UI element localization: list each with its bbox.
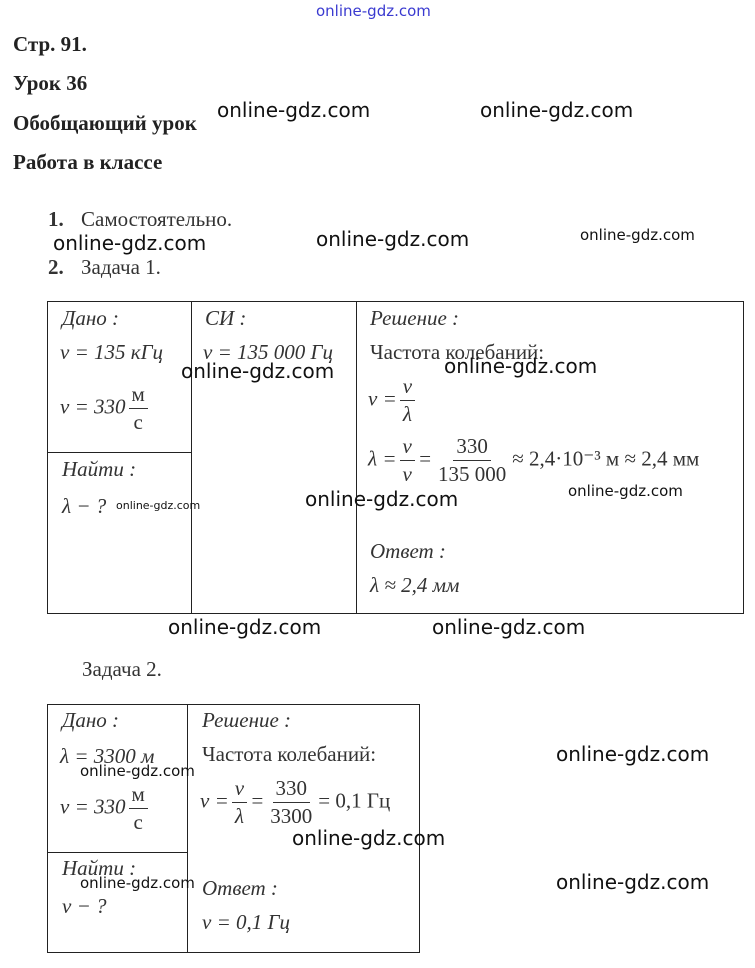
task1-given-label: Дано : [62, 306, 120, 330]
formula-equals: = [250, 788, 265, 813]
watermark: online-gdz.com [181, 359, 335, 383]
task1-find-value: λ − ? [62, 494, 107, 518]
watermark: online-gdz.com [316, 227, 470, 251]
task1-solution-label: Решение : [370, 306, 460, 330]
task2-answer-label: Ответ : [202, 876, 278, 900]
task1-answer-value: λ ≈ 2,4 мм [370, 573, 460, 597]
watermark: online-gdz.com [480, 98, 634, 122]
watermark: online-gdz.com [305, 487, 459, 511]
watermark: online-gdz.com [556, 870, 710, 894]
task2-given-speed [60, 784, 151, 833]
task1-divider [191, 301, 192, 614]
unit-denominator: с [133, 410, 143, 434]
list-item-number: 1. [48, 207, 64, 231]
unit-numerator: м [129, 784, 148, 809]
task2-find-label: Найти : [62, 856, 137, 880]
task1-formula-wavelength [368, 436, 699, 485]
watermark: online-gdz.com [292, 826, 446, 850]
task1-given-speed [60, 384, 151, 433]
watermark: online-gdz.com [168, 615, 322, 639]
watermark: online-gdz.com [432, 615, 586, 639]
task1-divider [47, 452, 192, 453]
topic-title: Обобщающий урок [13, 111, 197, 135]
task2-given-wavelength: λ = 3300 м [60, 744, 155, 768]
watermark: online-gdz.com [568, 482, 683, 500]
formula-equals: = [417, 446, 433, 471]
watermark: online-gdz.com [217, 98, 371, 122]
task1-answer-label: Ответ : [370, 539, 446, 563]
list-item-number: 2. [48, 255, 64, 279]
task2-given-label: Дано : [62, 708, 120, 732]
task1-solution-text: Частота колебаний: [370, 340, 545, 364]
task2-find-value: ν − ? [62, 894, 107, 918]
formula-denominator: 135 000 [438, 462, 507, 486]
formula-numerator: v [400, 376, 415, 401]
task2-title: Задача 2. [82, 657, 162, 681]
formula-result: = 0,1 Гц [318, 788, 391, 813]
lesson-title: Урок 36 [13, 71, 88, 95]
formula-numerator: 330 [453, 436, 491, 461]
unit-denominator: с [133, 810, 143, 834]
formula-numerator: v [400, 436, 415, 461]
formula-lhs: ν = [200, 788, 229, 813]
formula-denominator: ν [402, 462, 412, 486]
formula-lhs: ν = [368, 386, 397, 411]
list-item-text: Задача 1. [81, 255, 161, 279]
task1-given-speed-value: v = 330 [60, 394, 126, 419]
task2-divider [47, 852, 188, 853]
formula-numerator: v [232, 778, 247, 803]
watermark: online-gdz.com [580, 226, 695, 244]
watermark: online-gdz.com [116, 499, 201, 512]
task1-given-frequency: ν = 135 кГц [60, 340, 164, 364]
task2-divider [187, 704, 188, 953]
page-number: Стр. 91. [13, 32, 87, 56]
list-item [48, 207, 232, 232]
task1-divider [356, 301, 357, 614]
task2-solution-label: Решение : [202, 708, 292, 732]
task2-formula-frequency [200, 778, 390, 827]
watermark: online-gdz.com [80, 762, 195, 780]
formula-lhs: λ = [368, 446, 397, 471]
watermark: online-gdz.com [444, 354, 598, 378]
task1-formula-frequency [368, 376, 418, 425]
watermark: online-gdz.com [80, 874, 195, 892]
formula-denominator: λ [234, 804, 244, 828]
top-watermark: online-gdz.com [316, 2, 431, 20]
formula-numerator: 330 [273, 778, 311, 803]
formula-denominator: λ [402, 402, 412, 426]
watermark: online-gdz.com [556, 742, 710, 766]
list-item-text: Самостоятельно. [81, 207, 233, 231]
task2-answer-value: ν = 0,1 Гц [202, 910, 290, 934]
task2-solution-text: Частота колебаний: [202, 742, 377, 766]
formula-denominator: 3300 [270, 804, 313, 828]
formula-result: ≈ 2,4·10⁻³ м ≈ 2,4 мм [512, 446, 700, 471]
unit-numerator: м [129, 384, 148, 409]
section-title: Работа в классе [13, 150, 163, 174]
task1-find-label: Найти : [62, 457, 137, 481]
task2-given-speed-value: v = 330 [60, 794, 126, 819]
task1-si-label: СИ : [205, 306, 247, 330]
list-item [48, 255, 161, 280]
watermark: online-gdz.com [53, 231, 207, 255]
task1-si-value: ν = 135 000 Гц [203, 340, 333, 364]
